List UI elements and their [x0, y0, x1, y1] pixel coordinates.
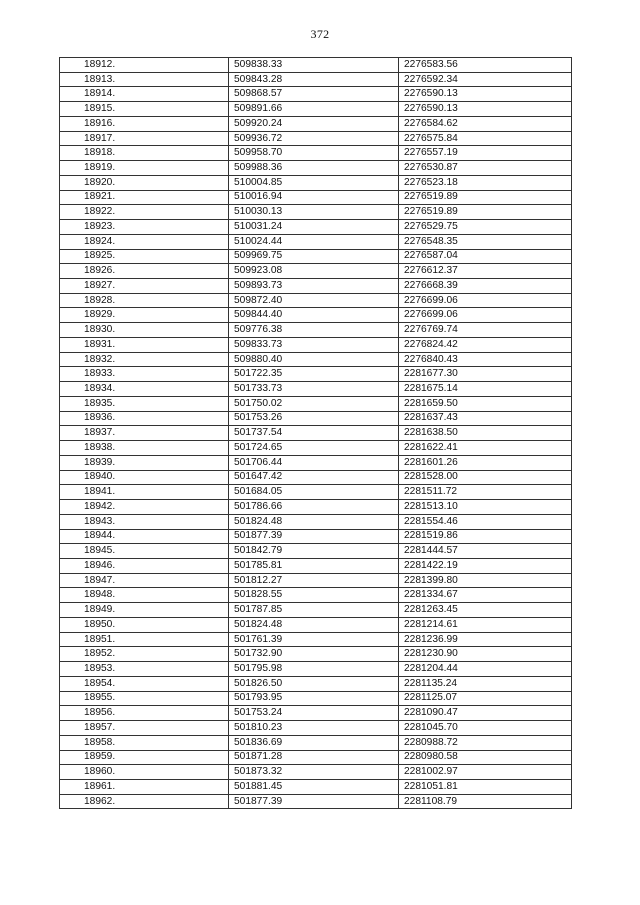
point-number-cell: 18918.	[60, 146, 229, 161]
y-coordinate-cell: 2276699.06	[399, 293, 572, 308]
point-number-cell: 18913.	[60, 72, 229, 87]
y-coordinate-cell: 2281637.43	[399, 411, 572, 426]
table-row	[60, 721, 572, 736]
y-coordinate-cell: 2276590.13	[399, 87, 572, 102]
x-coordinate-cell: 501836.69	[229, 735, 399, 750]
table-row	[60, 205, 572, 220]
table-row	[60, 779, 572, 794]
x-coordinate-cell: 501737.54	[229, 426, 399, 441]
table-row	[60, 323, 572, 338]
y-coordinate-cell: 2281638.50	[399, 426, 572, 441]
y-coordinate-cell: 2281051.81	[399, 779, 572, 794]
x-coordinate-cell: 501786.66	[229, 500, 399, 515]
y-coordinate-cell: 2281090.47	[399, 706, 572, 721]
y-coordinate-cell: 2276769.74	[399, 323, 572, 338]
point-number-cell: 18948.	[60, 588, 229, 603]
point-number-cell: 18946.	[60, 558, 229, 573]
y-coordinate-cell: 2276840.43	[399, 352, 572, 367]
table-row	[60, 500, 572, 515]
y-coordinate-cell: 2276519.89	[399, 190, 572, 205]
x-coordinate-cell: 501873.32	[229, 765, 399, 780]
x-coordinate-cell: 509969.75	[229, 249, 399, 264]
x-coordinate-cell: 501826.50	[229, 676, 399, 691]
x-coordinate-cell: 510031.24	[229, 220, 399, 235]
point-number-cell: 18958.	[60, 735, 229, 750]
point-number-cell: 18947.	[60, 573, 229, 588]
table-row	[60, 396, 572, 411]
table-row	[60, 455, 572, 470]
table-row	[60, 662, 572, 677]
table-row	[60, 58, 572, 73]
x-coordinate-cell: 501877.39	[229, 529, 399, 544]
x-coordinate-cell: 501684.05	[229, 485, 399, 500]
table-row	[60, 161, 572, 176]
x-coordinate-cell: 509868.57	[229, 87, 399, 102]
table-row	[60, 411, 572, 426]
point-number-cell: 18939.	[60, 455, 229, 470]
x-coordinate-cell: 501753.24	[229, 706, 399, 721]
table-row	[60, 794, 572, 809]
table-row	[60, 308, 572, 323]
point-number-cell: 18940.	[60, 470, 229, 485]
x-coordinate-cell: 501732.90	[229, 647, 399, 662]
point-number-cell: 18949.	[60, 603, 229, 618]
table-row	[60, 426, 572, 441]
table-row	[60, 558, 572, 573]
table-row	[60, 765, 572, 780]
y-coordinate-cell: 2281519.86	[399, 529, 572, 544]
point-number-cell: 18922.	[60, 205, 229, 220]
table-row	[60, 529, 572, 544]
table-row	[60, 220, 572, 235]
table-row	[60, 647, 572, 662]
point-number-cell: 18926.	[60, 264, 229, 279]
y-coordinate-cell: 2276824.42	[399, 337, 572, 352]
x-coordinate-cell: 509920.24	[229, 116, 399, 131]
y-coordinate-cell: 2276548.35	[399, 234, 572, 249]
x-coordinate-cell: 501881.45	[229, 779, 399, 794]
point-number-cell: 18915.	[60, 102, 229, 117]
y-coordinate-cell: 2281334.67	[399, 588, 572, 603]
point-number-cell: 18944.	[60, 529, 229, 544]
point-number-cell: 18938.	[60, 441, 229, 456]
table-row	[60, 735, 572, 750]
point-number-cell: 18935.	[60, 396, 229, 411]
x-coordinate-cell: 509936.72	[229, 131, 399, 146]
x-coordinate-cell: 509776.38	[229, 323, 399, 338]
table-row	[60, 72, 572, 87]
table-row	[60, 337, 572, 352]
x-coordinate-cell: 501753.26	[229, 411, 399, 426]
x-coordinate-cell: 501647.42	[229, 470, 399, 485]
point-number-cell: 18937.	[60, 426, 229, 441]
point-number-cell: 18952.	[60, 647, 229, 662]
table-row	[60, 279, 572, 294]
y-coordinate-cell: 2281622.41	[399, 441, 572, 456]
point-number-cell: 18919.	[60, 161, 229, 176]
x-coordinate-cell: 510004.85	[229, 175, 399, 190]
y-coordinate-cell: 2276584.62	[399, 116, 572, 131]
table-row	[60, 441, 572, 456]
x-coordinate-cell: 509988.36	[229, 161, 399, 176]
x-coordinate-cell: 501750.02	[229, 396, 399, 411]
y-coordinate-cell: 2276530.87	[399, 161, 572, 176]
y-coordinate-cell: 2281230.90	[399, 647, 572, 662]
x-coordinate-cell: 509838.33	[229, 58, 399, 73]
x-coordinate-cell: 509833.73	[229, 337, 399, 352]
table-row	[60, 352, 572, 367]
point-number-cell: 18924.	[60, 234, 229, 249]
y-coordinate-cell: 2281135.24	[399, 676, 572, 691]
x-coordinate-cell: 501785.81	[229, 558, 399, 573]
point-number-cell: 18933.	[60, 367, 229, 382]
y-coordinate-cell: 2280980.58	[399, 750, 572, 765]
x-coordinate-cell: 510024.44	[229, 234, 399, 249]
point-number-cell: 18957.	[60, 721, 229, 736]
y-coordinate-cell: 2276529.75	[399, 220, 572, 235]
x-coordinate-cell: 509844.40	[229, 308, 399, 323]
y-coordinate-cell: 2276575.84	[399, 131, 572, 146]
x-coordinate-cell: 501824.48	[229, 514, 399, 529]
x-coordinate-cell: 501828.55	[229, 588, 399, 603]
y-coordinate-cell: 2281204.44	[399, 662, 572, 677]
x-coordinate-cell: 501787.85	[229, 603, 399, 618]
point-number-cell: 18950.	[60, 617, 229, 632]
y-coordinate-cell: 2276668.39	[399, 279, 572, 294]
y-coordinate-cell: 2281444.57	[399, 544, 572, 559]
point-number-cell: 18951.	[60, 632, 229, 647]
coordinates-table-body	[60, 58, 572, 809]
table-row	[60, 617, 572, 632]
point-number-cell: 18914.	[60, 87, 229, 102]
y-coordinate-cell: 2281511.72	[399, 485, 572, 500]
table-row	[60, 750, 572, 765]
y-coordinate-cell: 2281263.45	[399, 603, 572, 618]
x-coordinate-cell: 509958.70	[229, 146, 399, 161]
point-number-cell: 18960.	[60, 765, 229, 780]
point-number-cell: 18934.	[60, 382, 229, 397]
y-coordinate-cell: 2276587.04	[399, 249, 572, 264]
y-coordinate-cell: 2281108.79	[399, 794, 572, 809]
table-row	[60, 382, 572, 397]
x-coordinate-cell: 501812.27	[229, 573, 399, 588]
point-number-cell: 18956.	[60, 706, 229, 721]
point-number-cell: 18923.	[60, 220, 229, 235]
y-coordinate-cell: 2276523.18	[399, 175, 572, 190]
point-number-cell: 18959.	[60, 750, 229, 765]
table-row	[60, 588, 572, 603]
x-coordinate-cell: 509880.40	[229, 352, 399, 367]
table-row	[60, 234, 572, 249]
y-coordinate-cell: 2281214.61	[399, 617, 572, 632]
table-row	[60, 632, 572, 647]
table-row	[60, 175, 572, 190]
x-coordinate-cell: 501842.79	[229, 544, 399, 559]
y-coordinate-cell: 2276699.06	[399, 308, 572, 323]
y-coordinate-cell: 2280988.72	[399, 735, 572, 750]
y-coordinate-cell: 2281677.30	[399, 367, 572, 382]
point-number-cell: 18927.	[60, 279, 229, 294]
x-coordinate-cell: 510016.94	[229, 190, 399, 205]
point-number-cell: 18928.	[60, 293, 229, 308]
table-row	[60, 514, 572, 529]
point-number-cell: 18942.	[60, 500, 229, 515]
point-number-cell: 18962.	[60, 794, 229, 809]
x-coordinate-cell: 509891.66	[229, 102, 399, 117]
table-row	[60, 293, 572, 308]
table-row	[60, 264, 572, 279]
point-number-cell: 18961.	[60, 779, 229, 794]
table-row	[60, 485, 572, 500]
point-number-cell: 18945.	[60, 544, 229, 559]
point-number-cell: 18929.	[60, 308, 229, 323]
point-number-cell: 18916.	[60, 116, 229, 131]
y-coordinate-cell: 2276590.13	[399, 102, 572, 117]
table-row	[60, 87, 572, 102]
x-coordinate-cell: 510030.13	[229, 205, 399, 220]
table-row	[60, 544, 572, 559]
point-number-cell: 18955.	[60, 691, 229, 706]
y-coordinate-cell: 2276592.34	[399, 72, 572, 87]
y-coordinate-cell: 2281659.50	[399, 396, 572, 411]
table-row	[60, 691, 572, 706]
table-row	[60, 190, 572, 205]
point-number-cell: 18941.	[60, 485, 229, 500]
point-number-cell: 18943.	[60, 514, 229, 529]
x-coordinate-cell: 501877.39	[229, 794, 399, 809]
table-row	[60, 676, 572, 691]
x-coordinate-cell: 509923.08	[229, 264, 399, 279]
point-number-cell: 18912.	[60, 58, 229, 73]
table-row	[60, 573, 572, 588]
x-coordinate-cell: 501795.98	[229, 662, 399, 677]
x-coordinate-cell: 501824.48	[229, 617, 399, 632]
y-coordinate-cell: 2276583.56	[399, 58, 572, 73]
table-row	[60, 706, 572, 721]
x-coordinate-cell: 501724.65	[229, 441, 399, 456]
point-number-cell: 18930.	[60, 323, 229, 338]
y-coordinate-cell: 2281236.99	[399, 632, 572, 647]
y-coordinate-cell: 2281513.10	[399, 500, 572, 515]
x-coordinate-cell: 501871.28	[229, 750, 399, 765]
y-coordinate-cell: 2281422.19	[399, 558, 572, 573]
y-coordinate-cell: 2276557.19	[399, 146, 572, 161]
x-coordinate-cell: 509843.28	[229, 72, 399, 87]
point-number-cell: 18920.	[60, 175, 229, 190]
point-number-cell: 18921.	[60, 190, 229, 205]
table-row	[60, 116, 572, 131]
y-coordinate-cell: 2281125.07	[399, 691, 572, 706]
x-coordinate-cell: 501793.95	[229, 691, 399, 706]
point-number-cell: 18936.	[60, 411, 229, 426]
table-row	[60, 367, 572, 382]
table-row	[60, 131, 572, 146]
x-coordinate-cell: 501722.35	[229, 367, 399, 382]
x-coordinate-cell: 501810.23	[229, 721, 399, 736]
table-row	[60, 249, 572, 264]
y-coordinate-cell: 2281601.26	[399, 455, 572, 470]
point-number-cell: 18931.	[60, 337, 229, 352]
point-number-cell: 18932.	[60, 352, 229, 367]
point-number-cell: 18953.	[60, 662, 229, 677]
table-row	[60, 470, 572, 485]
x-coordinate-cell: 501761.39	[229, 632, 399, 647]
x-coordinate-cell: 501733.73	[229, 382, 399, 397]
y-coordinate-cell: 2276519.89	[399, 205, 572, 220]
y-coordinate-cell: 2281554.46	[399, 514, 572, 529]
y-coordinate-cell: 2281399.80	[399, 573, 572, 588]
y-coordinate-cell: 2281675.14	[399, 382, 572, 397]
y-coordinate-cell: 2281002.97	[399, 765, 572, 780]
point-number-cell: 18954.	[60, 676, 229, 691]
y-coordinate-cell: 2276612.37	[399, 264, 572, 279]
page-number: 372	[310, 27, 330, 41]
x-coordinate-cell: 509893.73	[229, 279, 399, 294]
x-coordinate-cell: 509872.40	[229, 293, 399, 308]
x-coordinate-cell: 501706.44	[229, 455, 399, 470]
point-number-cell: 18925.	[60, 249, 229, 264]
table-row	[60, 603, 572, 618]
coordinates-table	[59, 57, 572, 809]
y-coordinate-cell: 2281528.00	[399, 470, 572, 485]
table-row	[60, 102, 572, 117]
table-row	[60, 146, 572, 161]
point-number-cell: 18917.	[60, 131, 229, 146]
y-coordinate-cell: 2281045.70	[399, 721, 572, 736]
